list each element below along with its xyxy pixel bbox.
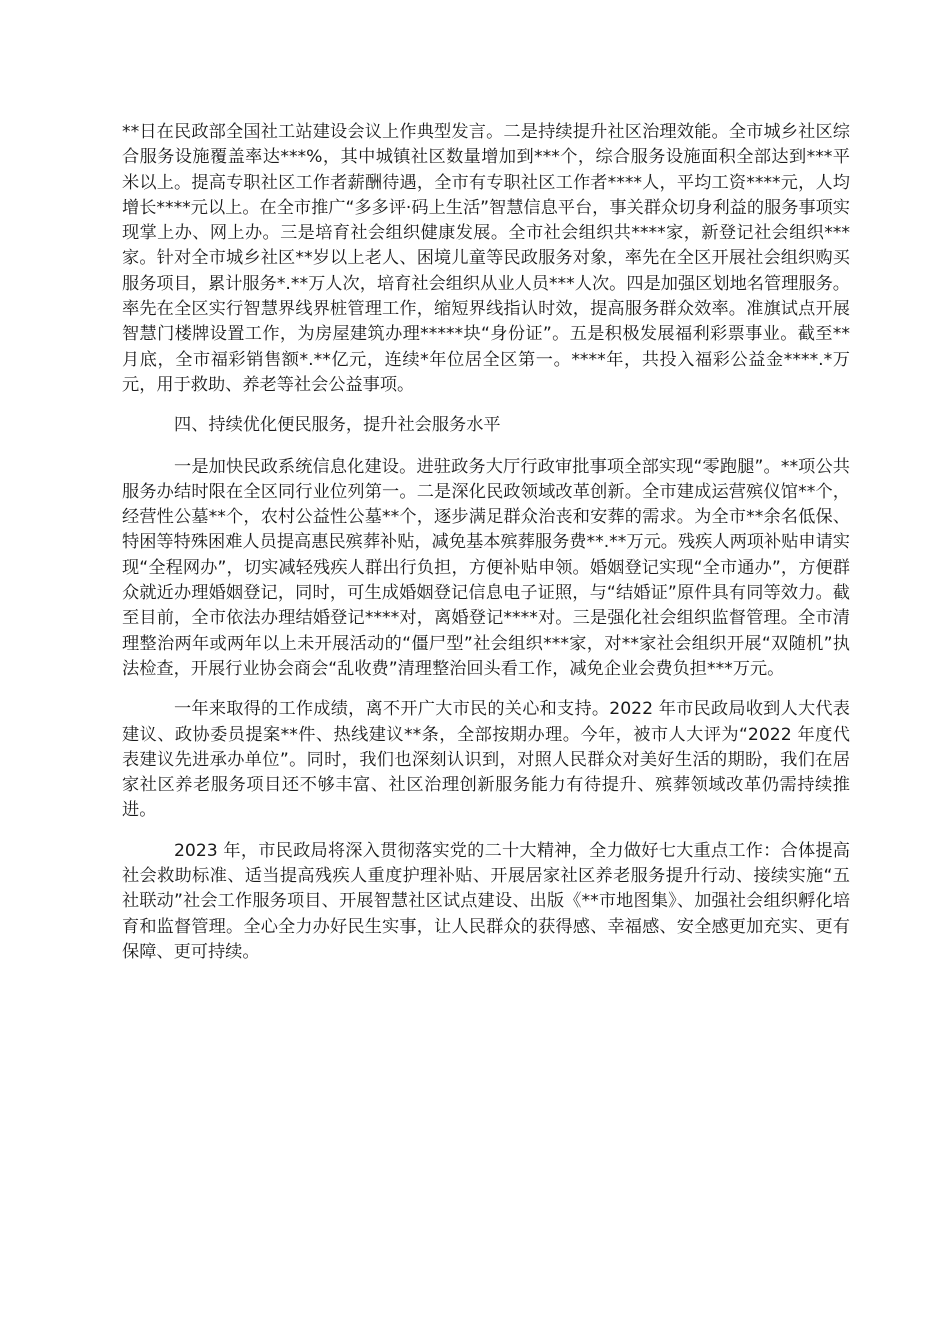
document-body xyxy=(122,120,850,980)
paragraph-continued: **日在民政部全国社工站建设会议上作典型发言。二是持续提升社区治理效能。全市城乡社区综合服务设施覆盖率达***%，其中城镇社区数量增加到***个，综合服务设施面积全部达到***平米以上。提高专职社区工作者薪酬待遇，全市有专职社区工作者****人，平均工资****元，人均增长****元以上。在全市推广“多多评·码上生活”智慧信息平台，事关群众切身利益的服务事项实现掌上办、网上办。三是培育社会组织健康发展。全市社会组织共****家，新登记社会组织***家。针对全市城乡社区**岁以上老人、困境儿童等民政服务对象，率先在全区开展社会组织购买服务项目，累计服务*.**万人次，培育社会组织从业人员***人次。四是加强区划地名管理服务。率先在全区实行智慧界线界桩管理工作，缩短界线指认时效，提高服务群众效率。准旗试点开展智慧门楼牌设置工作，为房屋建筑办理*****块“身份证”。五是积极发展福利彩票事业。截至**月底，全市福彩销售额*.**亿元，连续*年位居全区第一。****年，共投入福彩公益金****.*万元，用于救助、养老等社会公益事项。 xyxy=(122,122,850,395)
paragraph-plans: 2023 年，市民政局将深入贯彻落实党的二十大精神，全力做好七大重点工作：合体提高社会救助标准、适当提高残疾人重度护理补贴、开展居家社区养老服务提升行动、接续实施“五社联动”社会工作服务项目、开展智慧社区试点建设、出版《**市地图集》、加强社会组织孵化培育和监督管理。全心全力办好民生实事，让人民群众的获得感、幸福感、安全感更加充实、更有保障、更可持续。 xyxy=(122,840,850,962)
paragraph-achievements: 一年来取得的工作成绩，离不开广大市民的关心和支持。2022 年市民政局收到人大代表建议、政协委员提案**件、热线建议**条，全部按期办理。今年，被市人大评为“2022 年度代表建议先进承办单位”。同时，我们也深刻认识到，对照人民群众对美好生活的期盼，我们在居家社区养老服务项目还不够丰富、社区治理创新服务能力有待提升、殡葬领域改革仍需持续推进。 xyxy=(122,699,850,821)
section-heading: 四、持续优化便民服务，提升社会服务水平 xyxy=(174,415,501,436)
paragraph-services: 一是加快民政系统信息化建设。进驻政务大厅行政审批事项全部实现“零跑腿”。**项公共服务办结时限在全区同行业位列第一。二是深化民政领域改革创新。全市建成运营殡仪馆**个，经营性公墓**个，农村公益性公墓**个，逐步满足群众治丧和安葬的需求。为全市**余名低保、特困等特殊困难人员提高惠民殡葬补贴，减免基本殡葬服务费**.**万元。残疾人两项补贴申请实现“全程网办”，切实减轻残疾人群出行负担，方便补贴申领。婚姻登记实现“全市通办”，方便群众就近办理婚姻登记，同时，可生成婚姻登记信息电子证照，与“结婚证”原件具有同等效力。截至目前，全市依法办理结婚登记****对，离婚登记****对。三是强化社会组织监督管理。全市清理整治两年或两年以上未开展活动的“僵尸型”社会组织***家，对**家社会组织开展“双随机”执法检查，开展行业协会商会“乱收费”清理整治回头看工作，减免企业会费负担***万元。 xyxy=(122,456,850,679)
